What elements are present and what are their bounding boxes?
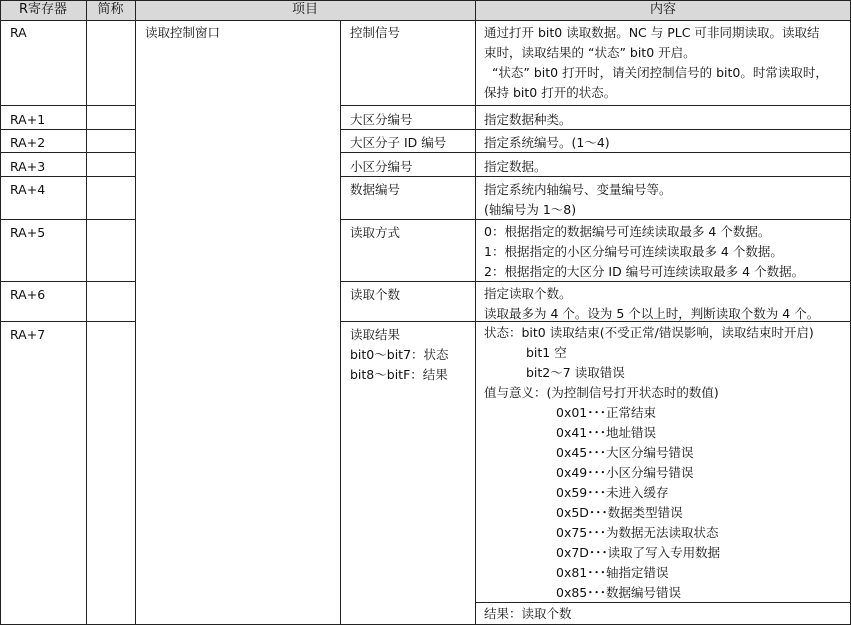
border-top bbox=[0, 0, 851, 1]
content-line: 状态：bit0 读取结束(不受正常/错误影响，读取结束时开启) bbox=[484, 325, 814, 340]
item-cell: bit0〜bit7：状态 bbox=[350, 347, 449, 362]
reg-cell: RA+2 bbox=[10, 135, 46, 150]
content-cell bbox=[484, 284, 819, 324]
divider-row bbox=[0, 281, 135, 282]
divider-row bbox=[340, 176, 851, 177]
divider-row bbox=[0, 219, 135, 220]
divider-col bbox=[135, 0, 136, 625]
code-line: 0x49･･･小区分编号错误 bbox=[556, 465, 694, 480]
content-line: 读取最多为 4 个。设为 5 个以上时，判断读取个数为 4 个。 bbox=[484, 306, 820, 321]
divider-row bbox=[0, 129, 135, 130]
section-label: 读取控制窗口 bbox=[145, 25, 221, 40]
reg-cell: RA bbox=[10, 25, 27, 40]
item-cell: 数据编号 bbox=[350, 182, 401, 197]
divider-row bbox=[0, 152, 135, 153]
border-left bbox=[0, 0, 1, 625]
content-line: 束时，读取结果的 “状态” bit0 开启。 bbox=[484, 45, 696, 60]
reg-cell: RA+4 bbox=[10, 182, 46, 197]
content-cell bbox=[484, 222, 804, 282]
code-line: 0x75･･･为数据无法读取状态 bbox=[556, 525, 719, 540]
divider-result bbox=[475, 602, 851, 603]
item-cell: 大区分编号 bbox=[350, 112, 413, 127]
item-cell: bit8〜bitF：结果 bbox=[350, 367, 448, 382]
item-cell: 读取个数 bbox=[350, 287, 401, 302]
divider-row bbox=[0, 176, 135, 177]
content-cell: 指定数据。 bbox=[484, 159, 547, 174]
item-cell: 控制信号 bbox=[350, 25, 401, 40]
code-line: 0x01･･･正常结束 bbox=[556, 405, 657, 420]
content-line: 值与意义：(为控制信号打开状态时的数值) bbox=[484, 385, 719, 400]
reg-cell: RA+5 bbox=[10, 225, 46, 240]
content-cell: 指定数据种类。 bbox=[484, 112, 572, 127]
divider-header bbox=[0, 20, 851, 21]
content-line: 指定系统内轴编号、变量编号等。 bbox=[484, 182, 672, 197]
header-register: R寄存器 bbox=[0, 0, 86, 20]
header-content: 内容 bbox=[475, 0, 851, 20]
reg-cell: RA+7 bbox=[10, 327, 46, 342]
code-line: 0x7D･･･读取了写入专用数据 bbox=[556, 545, 721, 560]
code-line: 0x45･･･大区分编号错误 bbox=[556, 445, 694, 460]
content-line: bit1 空 bbox=[526, 345, 567, 360]
divider-col bbox=[340, 20, 341, 625]
reg-cell: RA+3 bbox=[10, 159, 46, 174]
content-cell bbox=[484, 23, 828, 103]
divider-row bbox=[0, 105, 135, 106]
item-cell: 小区分编号 bbox=[350, 159, 413, 174]
reg-cell: RA+1 bbox=[10, 112, 46, 127]
content-line: 0：根据指定的数据编号可连续读取最多 4 个数据。 bbox=[484, 224, 771, 239]
reg-cell: RA+6 bbox=[10, 287, 46, 302]
divider-row bbox=[0, 321, 135, 322]
divider-row bbox=[340, 281, 851, 282]
result-line: 结果：读取个数 bbox=[484, 606, 572, 621]
content-cell bbox=[484, 323, 814, 603]
content-cell: 指定系统编号。(1〜4) bbox=[484, 135, 610, 150]
content-line: 通过打开 bit0 读取数据。NC 与 PLC 可非同期读取。读取结 bbox=[484, 25, 820, 40]
divider-row bbox=[340, 321, 851, 322]
header-abbr: 简称 bbox=[86, 0, 135, 20]
content-line: “状态” bit0 打开时，请关闭控制信号的 bit0。时常读取时， bbox=[484, 65, 828, 80]
divider-row bbox=[340, 219, 851, 220]
content-line: 指定读取个数。 bbox=[484, 286, 572, 301]
divider-row bbox=[340, 129, 851, 130]
content-line: bit2〜7 读取错误 bbox=[526, 365, 625, 380]
content-line: 1：根据指定的小区分编号可连续读取最多 4 个数据。 bbox=[484, 244, 783, 259]
code-line: 0x81･･･轴指定错误 bbox=[556, 565, 669, 580]
content-line: 2：根据指定的大区分 ID 编号可连续读取最多 4 个数据。 bbox=[484, 264, 805, 279]
content-cell bbox=[484, 180, 672, 220]
code-line: 0x5D･･･数据类型错误 bbox=[556, 505, 683, 520]
item-cell: 读取结果 bbox=[350, 327, 401, 342]
item-cell: 大区分子 ID 编号 bbox=[350, 135, 447, 150]
item-cell: 读取方式 bbox=[350, 225, 401, 240]
divider-row bbox=[340, 152, 851, 153]
content-line: (轴编号为 1〜8) bbox=[484, 202, 577, 217]
header-item: 项目 bbox=[135, 0, 475, 20]
code-line: 0x41･･･地址错误 bbox=[556, 425, 657, 440]
code-line: 0x59･･･未进入缓存 bbox=[556, 485, 669, 500]
divider-col bbox=[475, 0, 476, 625]
divider-col bbox=[86, 0, 87, 625]
content-line: 保持 bit0 打开的状态。 bbox=[484, 85, 617, 100]
code-line: 0x85･･･数据编号错误 bbox=[556, 585, 682, 600]
divider-row bbox=[340, 105, 851, 106]
